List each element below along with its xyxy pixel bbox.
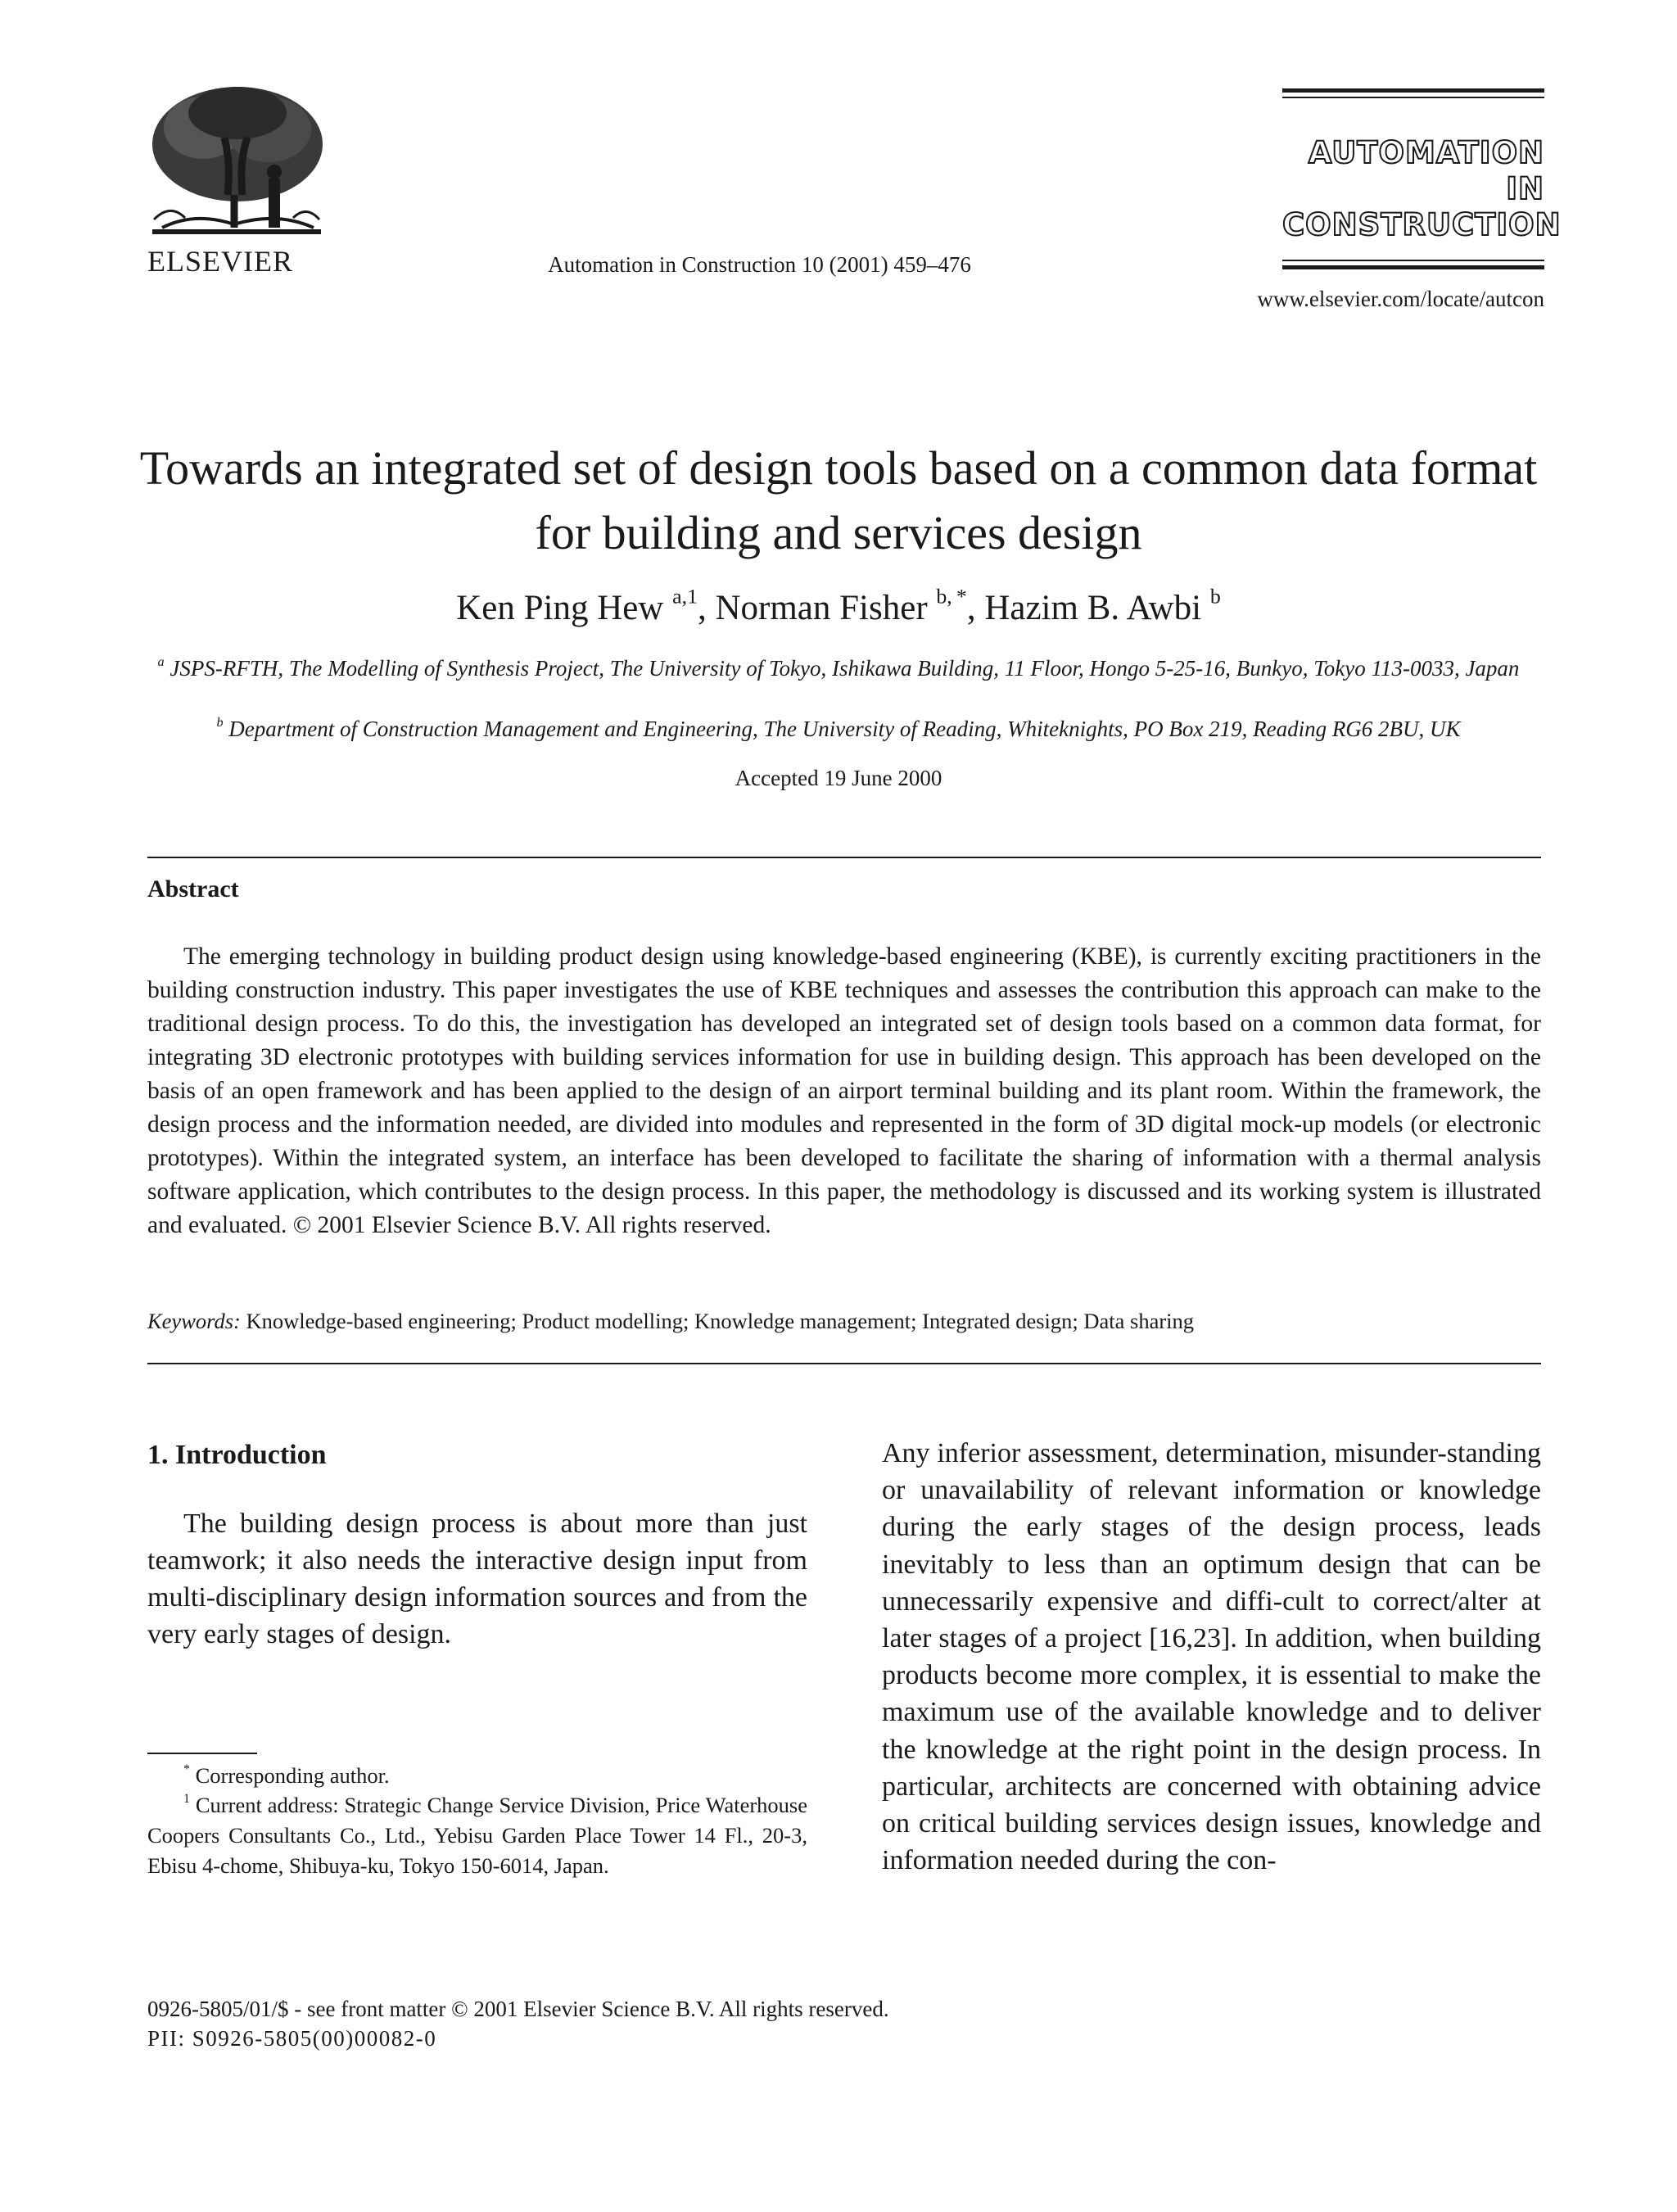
abstract-text: The emerging technology in building product design using knowledge-based engineering (KBE), is currently exciting practitioners in the building construction industry. This paper investigates the use of KBE techniques and assesses the contribution this approach can make to the traditional design process. To do this, the investigation has developed an integrated set of design tools based on a common data format, for integrating 3D electronic prototypes with building services information for use in building design. This approach has been developed on the basis of an open framework and has been applied to the design of an airport terminal building and its plant room. Within the framework, the design process and the information needed, are divided into modules and represented in the form of 3D digital mock-up models (or electronic prototypes). Within the integrated system, an interface has been developed to facilitate the sharing of information with a thermal analysis software application, which contributes to the design process. In this paper, the methodology is discussed and its working system is illustrated and evaluated. © 2001 Elsevier Science B.V. All rights reserved.: [147, 943, 1541, 1238]
affiliation-mark: b: [216, 714, 224, 730]
author-name: Ken Ping Hew: [456, 589, 664, 627]
footnote-mark: 1: [183, 1792, 190, 1807]
publisher-name: ELSEVIER: [147, 245, 293, 278]
author-list: [131, 584, 1546, 628]
divider: [147, 857, 1541, 858]
abstract-heading: Abstract: [147, 875, 239, 902]
journal-masthead-line: AUTOMATION IN: [1308, 135, 1544, 206]
affiliation-mark: a: [157, 654, 165, 669]
keywords-label: Keywords:: [147, 1309, 241, 1333]
masthead-rule: [1282, 88, 1544, 93]
footnote-mark: *: [183, 1762, 190, 1777]
body-paragraph: The building design process is about more than just teamwork; it also needs the interactive design input from multi-disciplinary design information sources and from the very early stages of design.: [147, 1509, 807, 1649]
author-separator: ,: [966, 589, 985, 627]
article-title: Towards an integrated set of design tools based on a common data format for building and services design: [139, 441, 1538, 559]
journal-url[interactable]: www.elsevier.com/locate/autcon: [1257, 287, 1544, 311]
pii-line: PII: S0926-5805(00)00082-0: [147, 2026, 437, 2051]
affiliation-text: Department of Construction Management and Engineering, The University of Reading, Whiteknights, PO Box 219, Reading RG6 2BU, UK: [228, 717, 1461, 741]
keywords-list: Knowledge-based engineering; Product modelling; Knowledge management; Integrated design; Data sharing: [246, 1309, 1195, 1333]
footnote-text: Corresponding author.: [195, 1763, 390, 1788]
divider: [147, 1363, 1541, 1364]
affiliation: [131, 714, 1546, 744]
journal-reference: Automation in Construction 10 (2001) 459–476: [548, 252, 971, 277]
footnote: [147, 1790, 807, 1881]
copyright-line: 0926-5805/01/$ - see front matter © 2001 Elsevier Science B.V. All rights reserved.: [147, 1997, 889, 2021]
body-paragraph: Any inferior assessment, determination, misunder-standing or unavailability of relevant information or knowledge during the early stages of the design process, leads inevitably to less than an optimum design that can be unnecessarily expensive and diffi-cult to correct/alter at later stages of a project [16,23]. In addition, when building products become more complex, it is essential to make the maximum use of the available knowledge and to deliver the knowledge at the right point in the design process. In particular, architects are concerned with obtaining advice on critical building services design issues, knowledge and information needed during the con-: [882, 1438, 1541, 1876]
masthead-rule: [1282, 260, 1544, 261]
footnote-rule: [147, 1753, 257, 1754]
author-affiliation-mark: b: [1209, 584, 1221, 608]
author-separator: ,: [697, 589, 716, 627]
keywords: [147, 1309, 1541, 1334]
footnote: [147, 1761, 807, 1791]
journal-masthead-line: CONSTRUCTION: [1282, 207, 1562, 242]
author-affiliation-mark: b, *: [936, 584, 967, 608]
footnote-text: Current address: Strategic Change Service Division, Price Waterhouse Coopers Consultants Co., Ltd., Yebisu Garden Place Tower 14 Fl., 20-3, Ebisu 4-chome, Shibuya-ku, Tokyo 150-6014, Japan.: [147, 1793, 807, 1878]
masthead-rule: [1282, 97, 1544, 98]
affiliation-text: JSPS-RFTH, The Modelling of Synthesis Project, The University of Tokyo, Ishikawa Building, 11 Floor, Hongo 5-25-16, Bunkyo, Tokyo 113-0033, Japan: [170, 656, 1520, 681]
author-name: Norman Fisher: [715, 589, 928, 627]
accepted-date: Accepted 19 June 2000: [735, 766, 942, 790]
affiliation: [131, 654, 1546, 684]
author-name: Hazim B. Awbi: [984, 589, 1202, 627]
section-heading: 1. Introduction: [147, 1440, 327, 1470]
masthead-rule: [1282, 265, 1544, 269]
journal-masthead: [1282, 135, 1562, 243]
author-affiliation-mark: a,1: [672, 584, 698, 608]
